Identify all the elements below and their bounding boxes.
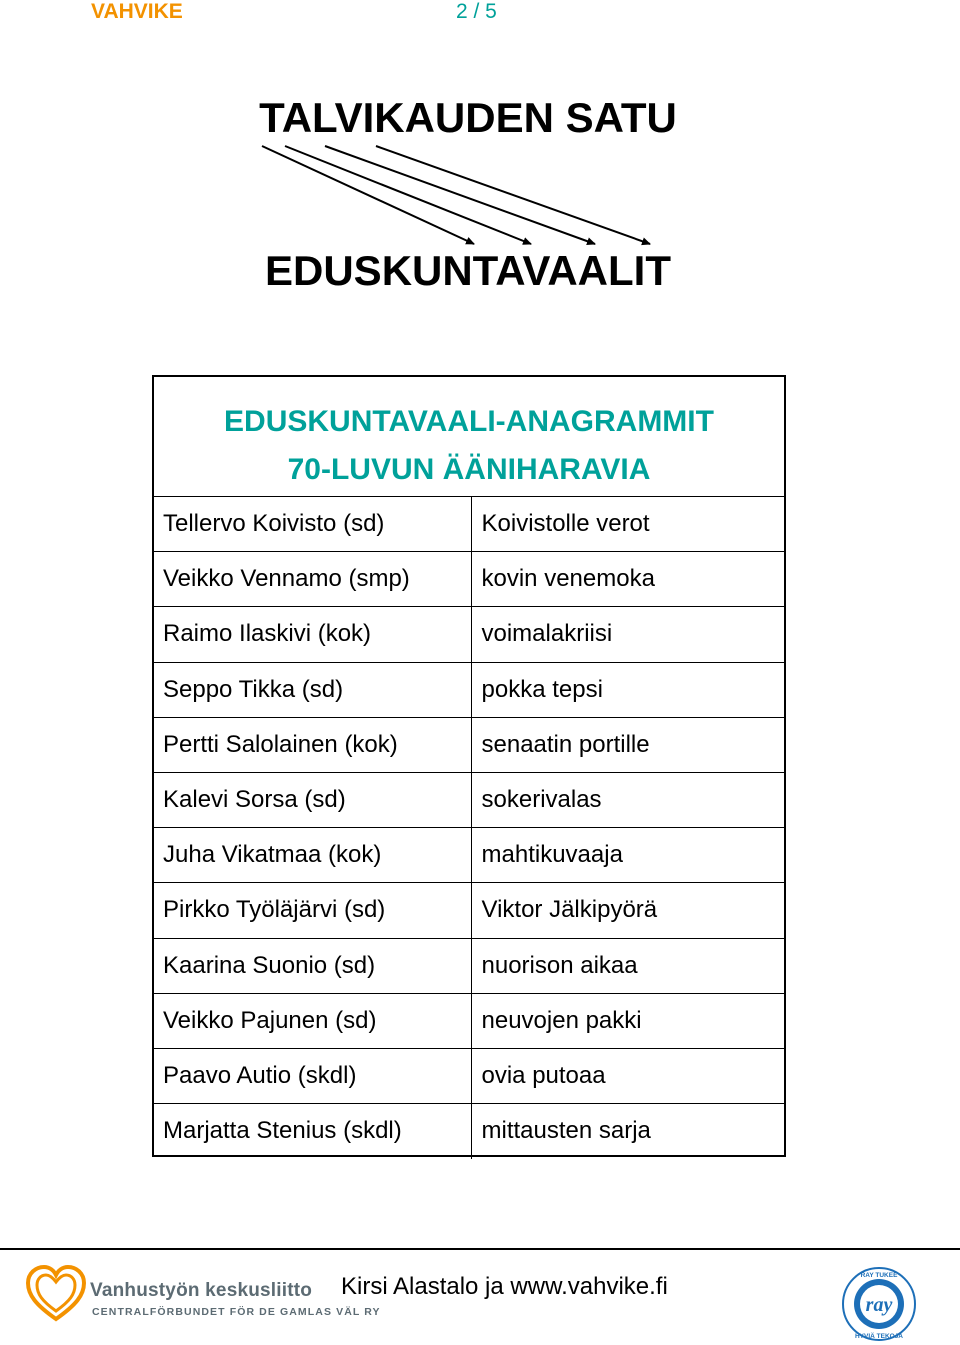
table-row [154, 938, 784, 993]
politician-name: Tellervo Koivisto (sd) [154, 497, 471, 552]
table-row [154, 1104, 784, 1159]
table-row [154, 552, 784, 607]
table-row [154, 993, 784, 1048]
politician-name: Kalevi Sorsa (sd) [154, 772, 471, 827]
politician-name: Veikko Vennamo (smp) [154, 552, 471, 607]
politician-name: Raimo Ilaskivi (kok) [154, 607, 471, 662]
org-subtitle: CENTRALFÖRBUNDET FÖR DE GAMLAS VÄL RY [92, 1306, 381, 1318]
page-title-top: TALVIKAUDEN SATU [259, 94, 677, 141]
arrow-line [376, 146, 650, 244]
org-name: Vanhustyön keskusliitto [90, 1280, 313, 1301]
ray-ring-bottom: HYVIÄ TEKOJA [854, 1333, 904, 1340]
politician-name: Pirkko Työläjärvi (sd) [154, 883, 471, 938]
anagram-text: mahtikuvaaja [471, 828, 784, 883]
footer-divider [0, 1248, 960, 1250]
table-row [154, 717, 784, 772]
politician-name: Kaarina Suonio (sd) [154, 938, 471, 993]
anagram-text: Koivistolle verot [471, 497, 784, 552]
politician-name: Seppo Tikka (sd) [154, 662, 471, 717]
anagram-text: ovia putoaa [471, 1048, 784, 1103]
anagram-table [154, 496, 784, 1159]
page-number: 2 / 5 [456, 0, 497, 23]
ray-logo-icon [841, 1266, 917, 1342]
box-heading-1: EDUSKUNTAVAALI-ANAGRAMMIT [224, 405, 714, 438]
table-row [154, 772, 784, 827]
anagram-text: mittausten sarja [471, 1104, 784, 1159]
anagram-text: kovin venemoka [471, 552, 784, 607]
heart-logo-icon [26, 1265, 86, 1325]
anagram-text: Viktor Jälkipyörä [471, 883, 784, 938]
anagram-arrows [0, 0, 960, 260]
politician-name: Veikko Pajunen (sd) [154, 993, 471, 1048]
politician-name: Marjatta Stenius (skdl) [154, 1104, 471, 1159]
table-row [154, 607, 784, 662]
anagram-text: sokerivalas [471, 772, 784, 827]
politician-name: Paavo Autio (skdl) [154, 1048, 471, 1103]
politician-name: Pertti Salolainen (kok) [154, 717, 471, 772]
table-row [154, 1048, 784, 1103]
table-row [154, 883, 784, 938]
ray-word: ray [865, 1294, 893, 1316]
anagram-text: senaatin portille [471, 717, 784, 772]
arrow-line [285, 146, 531, 244]
table-row [154, 828, 784, 883]
table-row [154, 497, 784, 552]
box-heading-2: 70-LUVUN ÄÄNIHARAVIA [287, 453, 651, 486]
arrow-line [325, 146, 595, 244]
brand-label: VAHVIKE [91, 0, 183, 23]
ray-ring-top: RAY TUKEE [860, 1272, 898, 1279]
politician-name: Juha Vikatmaa (kok) [154, 828, 471, 883]
anagram-text: pokka tepsi [471, 662, 784, 717]
anagram-text: nuorison aikaa [471, 938, 784, 993]
credit-text: Kirsi Alastalo ja www.vahvike.fi [341, 1273, 668, 1300]
anagram-text: voimalakriisi [471, 607, 784, 662]
page-title-bottom: EDUSKUNTAVAALIT [265, 247, 671, 294]
anagram-box [152, 375, 786, 1157]
table-row [154, 662, 784, 717]
anagram-text: neuvojen pakki [471, 993, 784, 1048]
